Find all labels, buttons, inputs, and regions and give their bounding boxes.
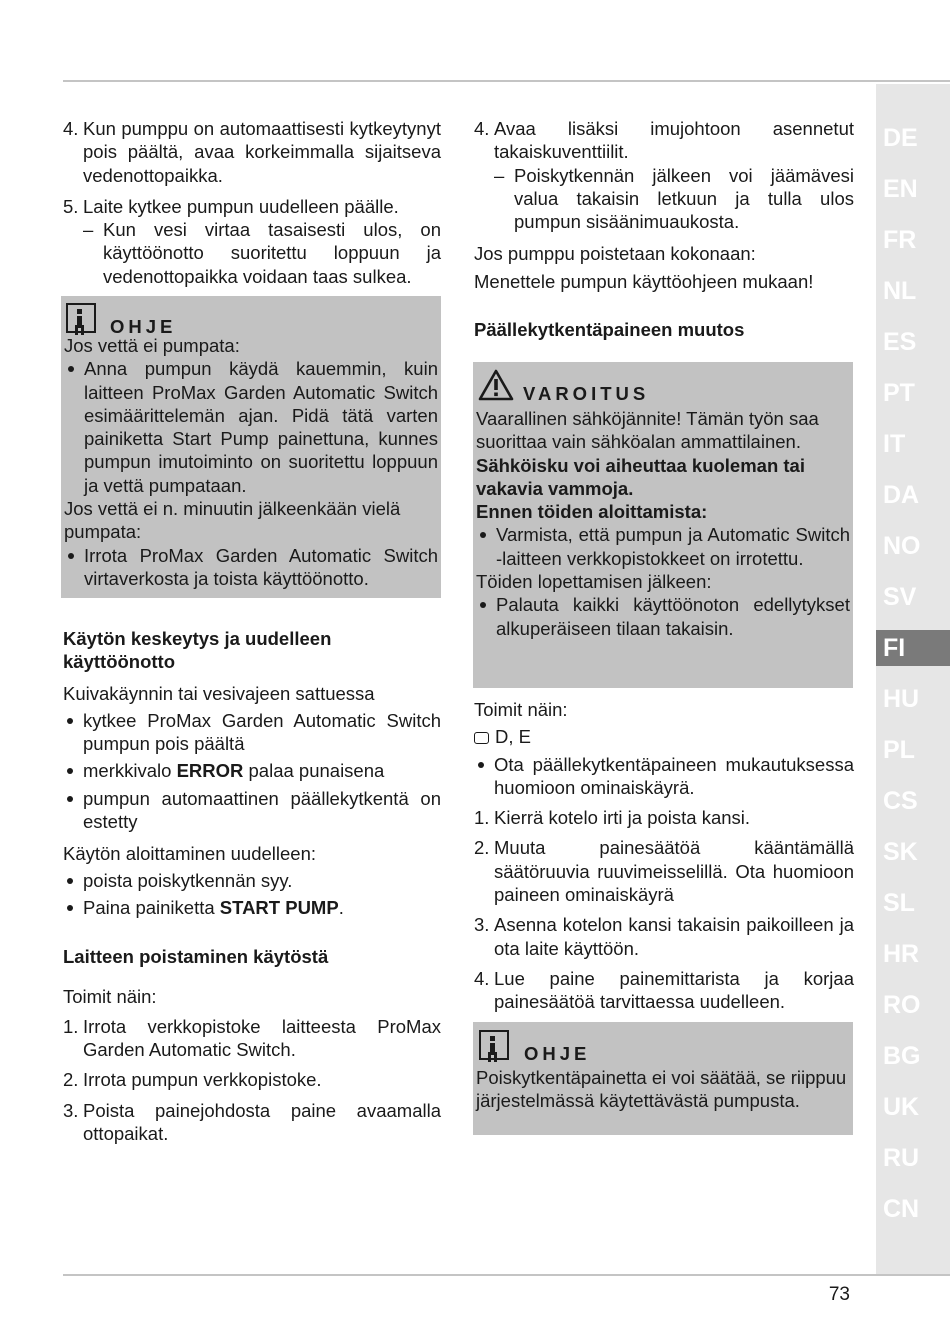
language-tab-fr[interactable]: FR	[883, 226, 917, 254]
step-number: 1.	[474, 807, 490, 829]
language-tab-da[interactable]: DA	[883, 481, 920, 509]
language-tab-bg[interactable]: BG	[883, 1042, 921, 1070]
bullet-marker	[63, 869, 83, 892]
language-tab-sk[interactable]: SK	[883, 838, 918, 866]
step-text: Kierrä kotelo irti ja poista kansi.	[494, 807, 751, 829]
step-number: 4.	[474, 967, 490, 989]
language-tab-sl[interactable]: SL	[883, 889, 915, 917]
warning-bullet	[476, 523, 850, 570]
paragraph: Toimit näin:	[474, 699, 568, 720]
bullet-text: kytkee ProMax Garden Automatic Switch pumpun pois päältä	[83, 709, 441, 755]
list-item	[63, 869, 441, 892]
step-number: 1.	[63, 1015, 79, 1037]
bullet-marker	[476, 593, 496, 640]
list-item	[63, 759, 441, 782]
step-number: 3.	[474, 914, 490, 936]
info-icon	[479, 1030, 509, 1060]
step-text: Irrota verkkopistoke laitteesta ProMax Garden Automatic Switch.	[83, 1015, 441, 1061]
language-tab-ro[interactable]: RO	[883, 991, 921, 1019]
warning-triangle-icon	[478, 369, 514, 401]
step-text: Muuta painesäätöä kääntämällä säätöruuvia ruuvimeisselillä. Ota huomioon paineen ominaiskäyrä	[494, 837, 854, 906]
step-5-result	[63, 218, 441, 288]
step-1	[474, 806, 854, 829]
step-text: Laite kytkee pumpun uudelleen päälle.	[83, 195, 399, 217]
page-number: 73	[828, 1284, 850, 1305]
step-number: 4.	[63, 118, 79, 139]
step-4-result	[474, 164, 854, 234]
step-text: Asenna kotelon kansi takaisin paikoilleen ja ota laite käyttöön.	[494, 914, 854, 959]
bullet-marker	[63, 709, 83, 756]
bullet-marker	[63, 896, 83, 919]
language-tab-pt[interactable]: PT	[883, 379, 915, 407]
left-column	[63, 117, 441, 288]
bullet-marker	[474, 753, 494, 800]
section-heading: Päällekytkentäpaineen muutos	[474, 319, 745, 341]
paragraph: Jos pumppu poistetaan kokonaan:	[474, 243, 756, 265]
step-number: 2.	[63, 1069, 79, 1091]
note-title: OHJE	[524, 1043, 591, 1064]
note-box-right	[473, 1022, 853, 1135]
note-title: OHJE	[110, 316, 177, 337]
bullet-text: Varmista, että pumpun ja Automatic Switch -laitteen verkkopistokkeet on irrotettu.	[496, 524, 850, 569]
bullet-marker	[63, 787, 83, 834]
step-4	[474, 117, 854, 164]
paragraph: Menettele pumpun käyttöohjeen mukaan!	[474, 270, 814, 292]
bullet-marker	[64, 357, 84, 497]
step-number: 4.	[474, 118, 490, 139]
step-text: Poista painejohdosta paine avaamalla ottopaikat.	[83, 1099, 441, 1145]
step-2	[63, 1068, 441, 1091]
list-item	[474, 753, 854, 800]
paragraph: Kuivakäynnin tai vesivajeen sattuessa	[63, 682, 375, 704]
note-bullet	[64, 544, 438, 591]
info-icon	[66, 303, 96, 333]
note-box-left	[61, 296, 441, 598]
bullet-text: pumpun automaattinen päällekytkentä on estetty	[83, 787, 441, 833]
step-5	[63, 195, 441, 218]
bullet-text: Palauta kaikki käyttöönoton edellytykset alkuperäiseen tilaan takaisin.	[496, 594, 850, 639]
note-bullet	[64, 357, 438, 497]
top-rule	[63, 80, 950, 82]
dash-marker: –	[494, 164, 505, 186]
language-tab-ru[interactable]: RU	[883, 1144, 920, 1172]
language-sidebar	[876, 84, 950, 1274]
left-column-lower	[63, 627, 441, 1145]
list-item	[63, 896, 441, 919]
bullet-text: poista poiskytkennän syy.	[83, 869, 293, 891]
step-4	[63, 117, 441, 187]
section-heading: Käytön keskeytys ja uudelleen käyttöönotto	[63, 628, 332, 673]
bottom-rule	[63, 1274, 950, 1276]
warning-title: VAROITUS	[523, 383, 650, 404]
bullet-marker	[476, 523, 496, 570]
warning-text: Töiden lopettamisen jälkeen:	[476, 571, 712, 593]
warning-box	[473, 362, 853, 688]
language-tab-nl[interactable]: NL	[883, 277, 917, 305]
language-tab-es[interactable]: ES	[883, 328, 917, 356]
language-tab-en[interactable]: EN	[883, 175, 918, 203]
step-number: 2.	[474, 837, 490, 859]
language-tab-fi[interactable]: FI	[876, 630, 950, 666]
note-text: Poiskytkentäpainetta ei voi säätää, se riippuu järjestelmässä käytettävästä pumpusta.	[476, 1067, 847, 1112]
note-text: Jos vettä ei n. minuutin jälkeenkään vielä pumpata:	[64, 498, 401, 543]
step-text: Kun pumppu on automaattisesti kytkeytynyt pois päältä, avaa korkeimmalla sijaitseva vedenottopaikka.	[83, 118, 441, 186]
step-text: Lue paine painemittarista ja korjaa painesäätöä tarvittaessa uudelleen.	[494, 967, 854, 1013]
bullet-text: Paina painiketta START PUMP.	[83, 896, 344, 918]
step-text: Irrota pumpun verkkopistoke.	[83, 1069, 322, 1091]
language-tab-cs[interactable]: CS	[883, 787, 918, 815]
bullet-text: merkkivalo ERROR palaa punaisena	[83, 760, 385, 782]
figure-reference: D, E	[474, 725, 854, 748]
warning-bold-text: Sähköisku voi aiheuttaa kuoleman tai vakavia vammoja.	[476, 454, 805, 499]
language-tab-de[interactable]: DE	[883, 124, 918, 152]
right-column	[474, 117, 854, 341]
dash-marker: –	[83, 219, 94, 241]
section-heading: Laitteen poistaminen käytöstä	[63, 946, 329, 968]
language-tab-it[interactable]: IT	[883, 430, 906, 458]
language-tab-sv[interactable]: SV	[883, 583, 917, 611]
paragraph: Käytön aloittaminen uudelleen:	[63, 843, 317, 865]
warning-text: Vaarallinen sähköjännite! Tämän työn saa suorittaa vain sähköalan ammattilainen.	[476, 408, 819, 453]
paragraph: Toimit näin:	[63, 985, 157, 1007]
figure-reference-icon	[474, 732, 489, 744]
language-tab-pl[interactable]: PL	[883, 736, 915, 764]
result-text: Kun vesi virtaa tasaisesti ulos, on käyttöönotto suoritettu loppuun ja vedenottopaikka voidaan taas sulkea.	[103, 219, 441, 287]
note-text: Jos vettä ei pumpata:	[64, 335, 240, 356]
list-item	[63, 787, 441, 834]
language-tab-hr[interactable]: HR	[883, 940, 920, 968]
step-number: 5.	[63, 195, 79, 217]
bullet-text: Anna pumpun käydä kauemmin, kuin laitteen ProMax Garden Automatic Switch esimäärittelemän ajan. Pidä tätä varten painiketta Start Pump painettuna, kunnes pumpun imutoiminto on suoritettu loppuun ja vettä pumpataan.	[84, 358, 438, 496]
language-tab-hu[interactable]: HU	[883, 685, 920, 713]
bullet-text: Ota päällekytkentäpaineen mukautuksessa huomioon ominaiskäyrä.	[494, 753, 854, 798]
language-tab-no[interactable]: NO	[883, 532, 921, 560]
bullet-text: Irrota ProMax Garden Automatic Switch virtaverkosta ja toista käyttöönotto.	[84, 544, 438, 589]
step-3	[63, 1099, 441, 1146]
list-item	[63, 709, 441, 756]
step-1	[63, 1015, 441, 1062]
bullet-marker	[63, 759, 83, 782]
step-2	[474, 836, 854, 906]
step-text: Avaa lisäksi imujohtoon asennetut takaiskuventtiilit.	[494, 118, 854, 163]
language-tab-uk[interactable]: UK	[883, 1093, 920, 1121]
language-tab-cn[interactable]: CN	[883, 1195, 920, 1223]
bullet-marker	[64, 544, 84, 591]
result-text: Poiskytkennän jälkeen voi jäämävesi valua takaisin letkuun ja tulla ulos pumpun sisäänimuaukosta.	[514, 164, 854, 233]
step-4	[474, 967, 854, 1014]
right-column-lower	[474, 698, 854, 1014]
warning-bullet	[476, 593, 850, 640]
step-3	[474, 913, 854, 960]
step-number: 3.	[63, 1099, 79, 1121]
warning-bold-text: Ennen töiden aloittamista:	[476, 501, 708, 523]
